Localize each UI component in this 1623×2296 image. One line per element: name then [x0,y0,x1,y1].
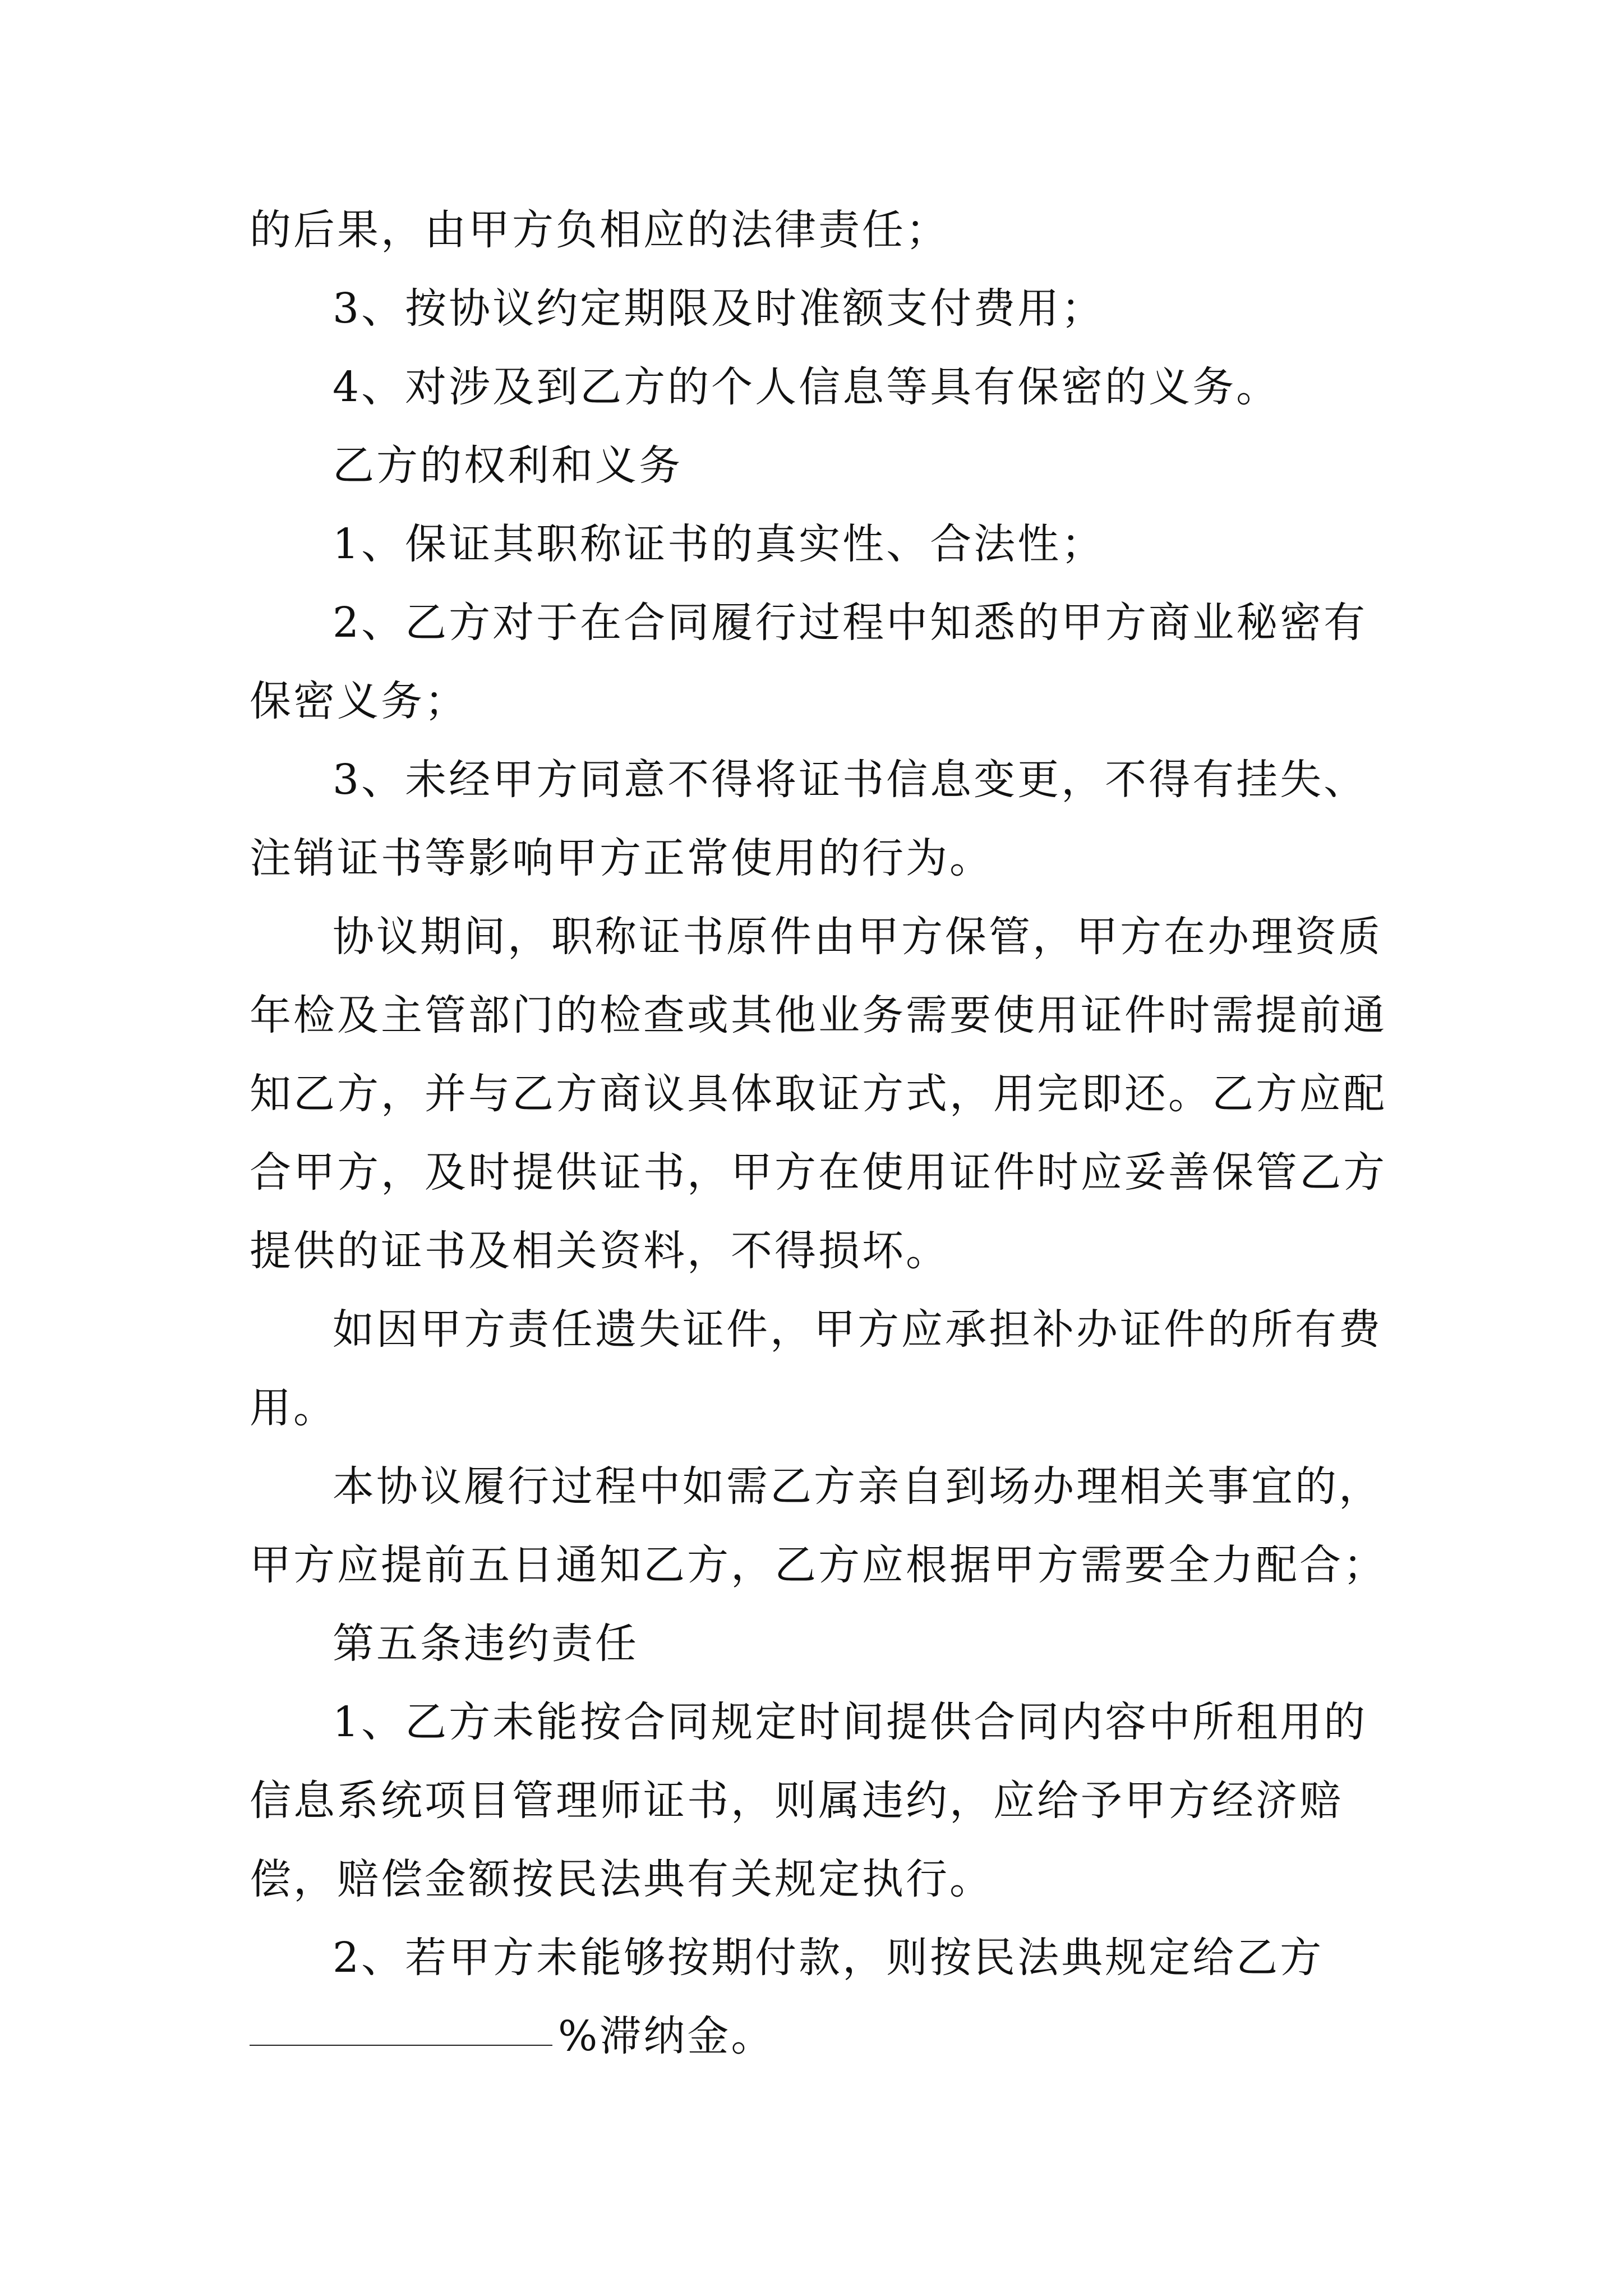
paragraph-7: 3、未经甲方同意不得将证书信息变更，不得有挂失、注销证书等影响甲方正常使用的行为。 [250,756,1368,882]
last-line-suffix: %滞纳金。 [558,2012,775,2060]
paragraph-8: 协议期间，职称证书原件由甲方保管，甲方在办理资质年检及主管部门的检查或其他业务需要使用证件时需提前通知乙方，并与乙方商议具体取证方式，用完即还。乙方应配合甲方，及时提供证书，甲方在使用证件时应妥善保管乙方提供的证书及相关资料，不得损坏。 [250,913,1387,1275]
paragraph-13: 2、若甲方未能够按期付款，则按民法典规定给乙方 [333,1934,1324,1982]
paragraph-11-heading: 第五条违约责任 [333,1619,639,1668]
paragraph-3: 4、对涉及到乙方的个人信息等具有保密的义务。 [333,363,1280,411]
paragraph-1: 的后果，由甲方负相应的法律责任； [250,206,949,254]
fill-in-blank-line [250,2045,552,2046]
document-body [250,191,1399,2076]
paragraph-4-heading: 乙方的权利和义务 [333,441,683,490]
paragraph-2: 3、按协议约定期限及时准额支付费用； [333,284,1105,333]
paragraph-6: 2、乙方对于在合同履行过程中知悉的甲方商业秘密有保密义务； [250,599,1368,725]
paragraph-9: 如因甲方责任遗失证件，甲方应承担补办证件的所有费用。 [250,1305,1382,1432]
paragraph-5: 1、保证其职称证书的真实性、合法性； [333,520,1105,568]
paragraph-14-last-line [250,1997,1399,2076]
paragraph-12: 1、乙方未能按合同规定时间提供合同内容中所租用的信息系统项目管理师证书，则属违约，应给予甲方经济赔偿，赔偿金额按民法典有关规定执行。 [250,1698,1368,1903]
paragraph-10: 本协议履行过程中如需乙方亲自到场办理相关事宜的，甲方应提前五日通知乙方，乙方应根据甲方需要全力配合； [250,1462,1387,1589]
